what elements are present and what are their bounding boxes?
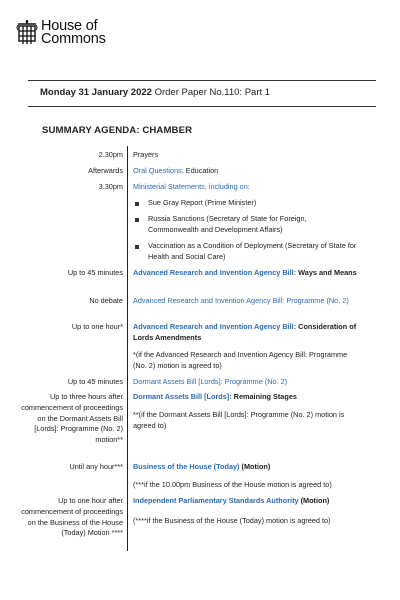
- agenda-ipsa: [133, 496, 358, 507]
- note-dormant-assets: **(if the Dormant Assets Bill [Lords]: Programme (No. 2) motion is agreed to): [133, 410, 345, 430]
- dormant-assets-bill-link[interactable]: Dormant Assets Bill [Lords]:: [133, 392, 232, 401]
- time-dormant-assets-programme: Up to 45 minutes: [67, 377, 123, 386]
- agenda-ministerial-statements: [133, 182, 358, 193]
- aria-bill-link[interactable]: Advanced Research and Invention Agency Bill:: [133, 268, 297, 277]
- statement-item: Vaccination as a Condition of Deployment (Secretary of State for Health and Social Care): [148, 241, 357, 261]
- statement-item: Russia Sanctions (Secretary of State for Foreign, Commonwealth and Development Affairs): [148, 214, 307, 234]
- header-rule-top: [28, 80, 376, 81]
- agenda-business-of-the-house: [133, 462, 358, 473]
- aria-programme-link[interactable]: Advanced Research and Invention Agency Bill: Programme (No. 2): [133, 296, 349, 305]
- logo-line-1: House of: [41, 18, 98, 34]
- bullet-icon: [135, 202, 139, 206]
- agenda-dormant-assets-remaining-stages: [133, 392, 358, 403]
- ipsa-link[interactable]: Independent Parliamentary Standards Authority: [133, 496, 299, 505]
- aria-bill-link[interactable]: Advanced Research and Invention Agency Bill:: [133, 322, 297, 331]
- dormant-assets-programme-link[interactable]: Dormant Assets Bill [Lords]: Programme (No. 2): [133, 377, 288, 386]
- oral-questions-link[interactable]: Oral Questions:: [133, 166, 184, 175]
- ways-and-means-label: Ways and Means: [296, 268, 357, 277]
- portcullis-icon: [16, 20, 38, 46]
- agenda-aria-ways-and-means: [133, 268, 358, 279]
- consideration-label: Consideration of Lords Amendments: [133, 322, 357, 342]
- house-of-commons-logo: [16, 20, 106, 46]
- order-paper-date: Monday 31 January 2022: [40, 87, 152, 98]
- time-aria-ways-and-means: Up to 45 minutes: [67, 268, 123, 277]
- note-business-of-the-house: (***if the 10.00pm Business of the House motion is agreed to): [133, 480, 332, 489]
- time-ipsa: Up to one hour after commencement of proceedings on the Business of the House (Today) Motion ****: [21, 496, 123, 538]
- note-aria-lords-amendments: *(if the Advanced Research and Invention Agency Bill: Programme (No. 2) motion is agreed to): [133, 350, 348, 370]
- header-rule-bottom: [28, 106, 376, 107]
- order-paper-number: Order Paper No.110: Part 1: [154, 87, 271, 98]
- agenda-prayers: Prayers: [133, 150, 159, 159]
- time-ministerial-statements: 3.30pm: [98, 182, 123, 191]
- agenda-oral-questions: [133, 166, 358, 177]
- motion-label: (Motion): [239, 462, 271, 471]
- ministerial-statements-link[interactable]: Ministerial Statements, including on:: [133, 182, 250, 191]
- bullet-icon: [135, 245, 139, 249]
- statement-item: Sue Gray Report (Prime Minister): [148, 198, 257, 207]
- logo-line-2: Commons: [41, 31, 106, 47]
- order-paper-heading: [40, 87, 270, 98]
- section-title: SUMMARY AGENDA: CHAMBER: [42, 125, 193, 136]
- bullet-icon: [135, 218, 139, 222]
- oral-questions-subject: Education: [183, 166, 219, 175]
- time-dormant-assets-remaining-stages: Up to three hours after commencement of proceedings on the Dormant Assets Bill [Lords]: Programme (No. 2) motion**: [21, 392, 123, 445]
- remaining-stages-label: Remaining Stages: [231, 392, 297, 401]
- time-prayers: 2.30pm: [98, 150, 123, 159]
- time-aria-programme: No debate: [89, 296, 123, 305]
- note-ipsa: (****if the Business of the House (Today) motion is agreed to): [133, 516, 331, 525]
- column-divider: [127, 146, 128, 551]
- business-of-the-house-link[interactable]: Business of the House (Today): [133, 462, 240, 471]
- time-oral-questions: Afterwards: [88, 166, 123, 175]
- agenda-dormant-assets-programme: [133, 377, 358, 388]
- agenda-aria-programme: [133, 296, 358, 307]
- motion-label: (Motion): [298, 496, 330, 505]
- agenda-aria-lords-amendments: [133, 322, 358, 344]
- time-aria-lords-amendments: Up to one hour*: [71, 322, 123, 331]
- time-business-of-the-house: Until any hour***: [69, 462, 123, 471]
